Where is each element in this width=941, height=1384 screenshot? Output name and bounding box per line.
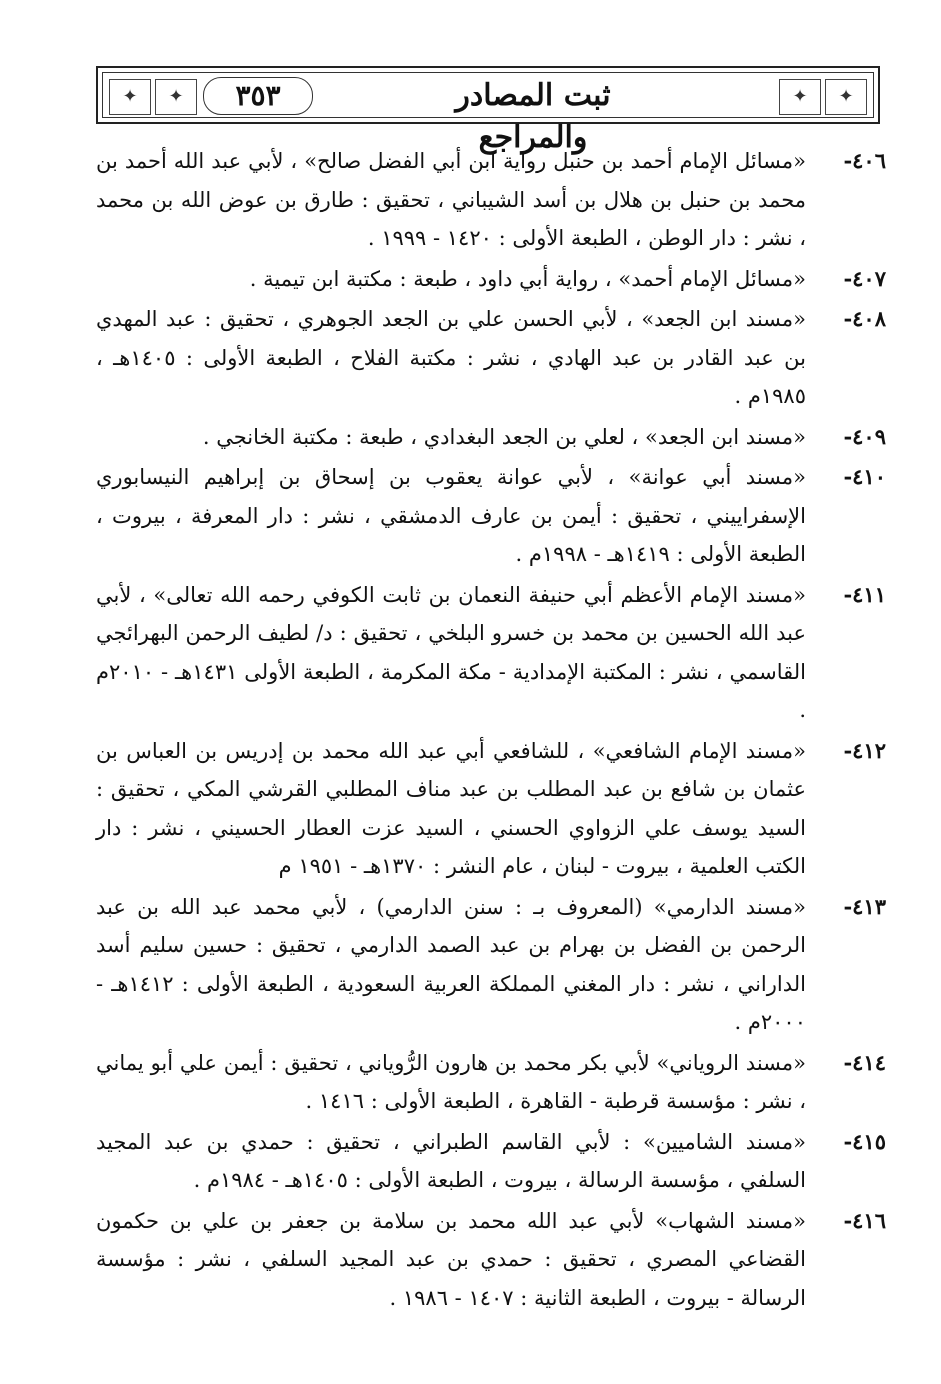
list-item [96,1202,886,1318]
entry-number: ٤١٢- [843,737,886,763]
list-item [96,576,886,730]
list-item [96,732,886,886]
list-item [96,300,886,416]
ornament-icon: ✦ [825,79,867,115]
ornament-icon: ✦ [155,79,197,115]
entry-number: ٤١٥- [843,1128,886,1154]
entry-text: «مسند الإمام الأعظم أبي حنيفة النعمان بن ثابت الكوفي رحمه الله تعالى» ، لأبي عبد الله الحسين بن محمد بن خسرو البلخي ، تحقيق : د/ لطيف الرحمن البهرائجي القاسمي ، نشر : المكتبة الإمدادية - مكة المكرمة ، الطبعة الأولى ١٤٣١هـ - ٢٠١٠م . [96,582,806,722]
entry-number: ٤١٤- [843,1049,886,1075]
page-header [96,66,880,155]
entry-number: ٤١١- [843,581,886,607]
entry-number: ٤٠٧- [843,265,886,291]
entry-number: ٤٠٦- [843,148,886,173]
list-item [96,1123,886,1200]
page-number: ٣٥٣ [203,77,313,115]
list-item [96,260,886,299]
entry-text: «مسند الروياني» لأبي بكر محمد بن هارون الرُّوياني ، تحقيق : أيمن علي أبو يماني ، نشر : مؤسسة قرطبة - القاهرة ، الطبعة الأولى : ١٤١٦ . [96,1050,806,1113]
ornament-icon: ✦ [109,79,151,115]
list-item [96,1044,886,1121]
entry-text: «مسائل الإمام أحمد» ، رواية أبي داود ، طبعة : مكتبة ابن تيمية . [249,266,806,291]
entry-text: «مسند الشاميين» : لأبي القاسم الطبراني ، تحقيق : حمدي بن عبد المجيد السلفي ، مؤسسة الرسالة ، بيروت ، الطبعة الأولى : ١٤٠٥هـ - ١٩٨٤م . [96,1129,806,1192]
entry-text: «مسند الإمام الشافعي» ، للشافعي أبي عبد الله محمد بن إدريس بن العباس بن عثمان بن شافع بن عبد المطلب بن عبد مناف المطلبي القرشي المكي ، تحقيق : السيد يوسف علي الزواوي الحسني ، السيد عزت العطار الحسيني ، نشر : دار الكتب العلمية ، بيروت - لبنان ، عام النشر : ١٣٧٠هـ - ١٩٥١ م [96,738,806,878]
list-item [96,142,886,258]
entry-number: ٤١٠- [843,464,886,489]
list-item [96,888,886,1042]
ornament-icon: ✦ [779,79,821,115]
entry-number: ٤٠٩- [843,423,886,449]
page-title: ثبت المصادر والمراجع [455,78,611,155]
header-frame [102,72,874,155]
entry-text: «مسند ابن الجعد» ، لأبي الحسن علي بن الجعد الجوهري ، تحقيق : عبد المهدي بن عبد القادر بن عبد الهادي ، نشر : مكتبة الفلاح ، الطبعة الأولى : ١٤٠٥هـ ، ١٩٨٥م . [96,307,806,408]
entry-number: ٤١٣- [843,893,886,919]
entry-number: ٤١٦- [843,1207,886,1233]
entry-text: «مسند الدارمي» (المعروف بـ : سنن الدارمي) ، لأبي محمد عبد الله بن عبد الرحمن بن الفضل بن بهرام بن عبد الصمد الدارمي ، تحقيق : حسين سليم أسد الداراني ، نشر : دار المغني المملكة العربية السعودية ، الطبعة الأولى : ١٤١٢هـ - ٢٠٠٠م . [96,894,806,1034]
entry-text: «مسند الشهاب» لأبي عبد الله محمد بن سلامة بن جعفر بن علي بن حكمون القضاعي المصري ، تحقيق : حمدي بن عبد المجيد السلفي ، نشر : مؤسسة الرسالة - بيروت ، الطبعة الثانية : ١٤٠٧ - ١٩٨٦ . [96,1208,806,1310]
entry-text: «مسند أبي عوانة» ، لأبي عوانة يعقوب بن إسحاق بن إبراهيم النيسابوري الإسفراييني ، تحقيق : أيمن بن عارف الدمشقي ، نشر : دار المعرفة ، بيروت ، الطبعة الأولى : ١٤١٩هـ - ١٩٩٨م . [96,465,806,566]
bibliography-list [96,142,886,1319]
entry-text: «مسند ابن الجعد» ، لعلي بن الجعد البغدادي ، طبعة : مكتبة الخانجي . [202,424,806,449]
entry-number: ٤٠٨- [843,306,886,331]
entry-text: «مسائل الإمام أحمد بن حنبل رواية ابن أبي الفضل صالح» ، لأبي عبد الله أحمد بن محمد بن حنبل بن هلال بن أسد الشيباني ، تحقيق : طارق بن عوض الله بن محمد ، نشر : دار الوطن ، الطبعة الأولى : ١٤٢٠ - ١٩٩٩ . [96,149,806,250]
list-item [96,418,886,457]
list-item [96,458,886,574]
